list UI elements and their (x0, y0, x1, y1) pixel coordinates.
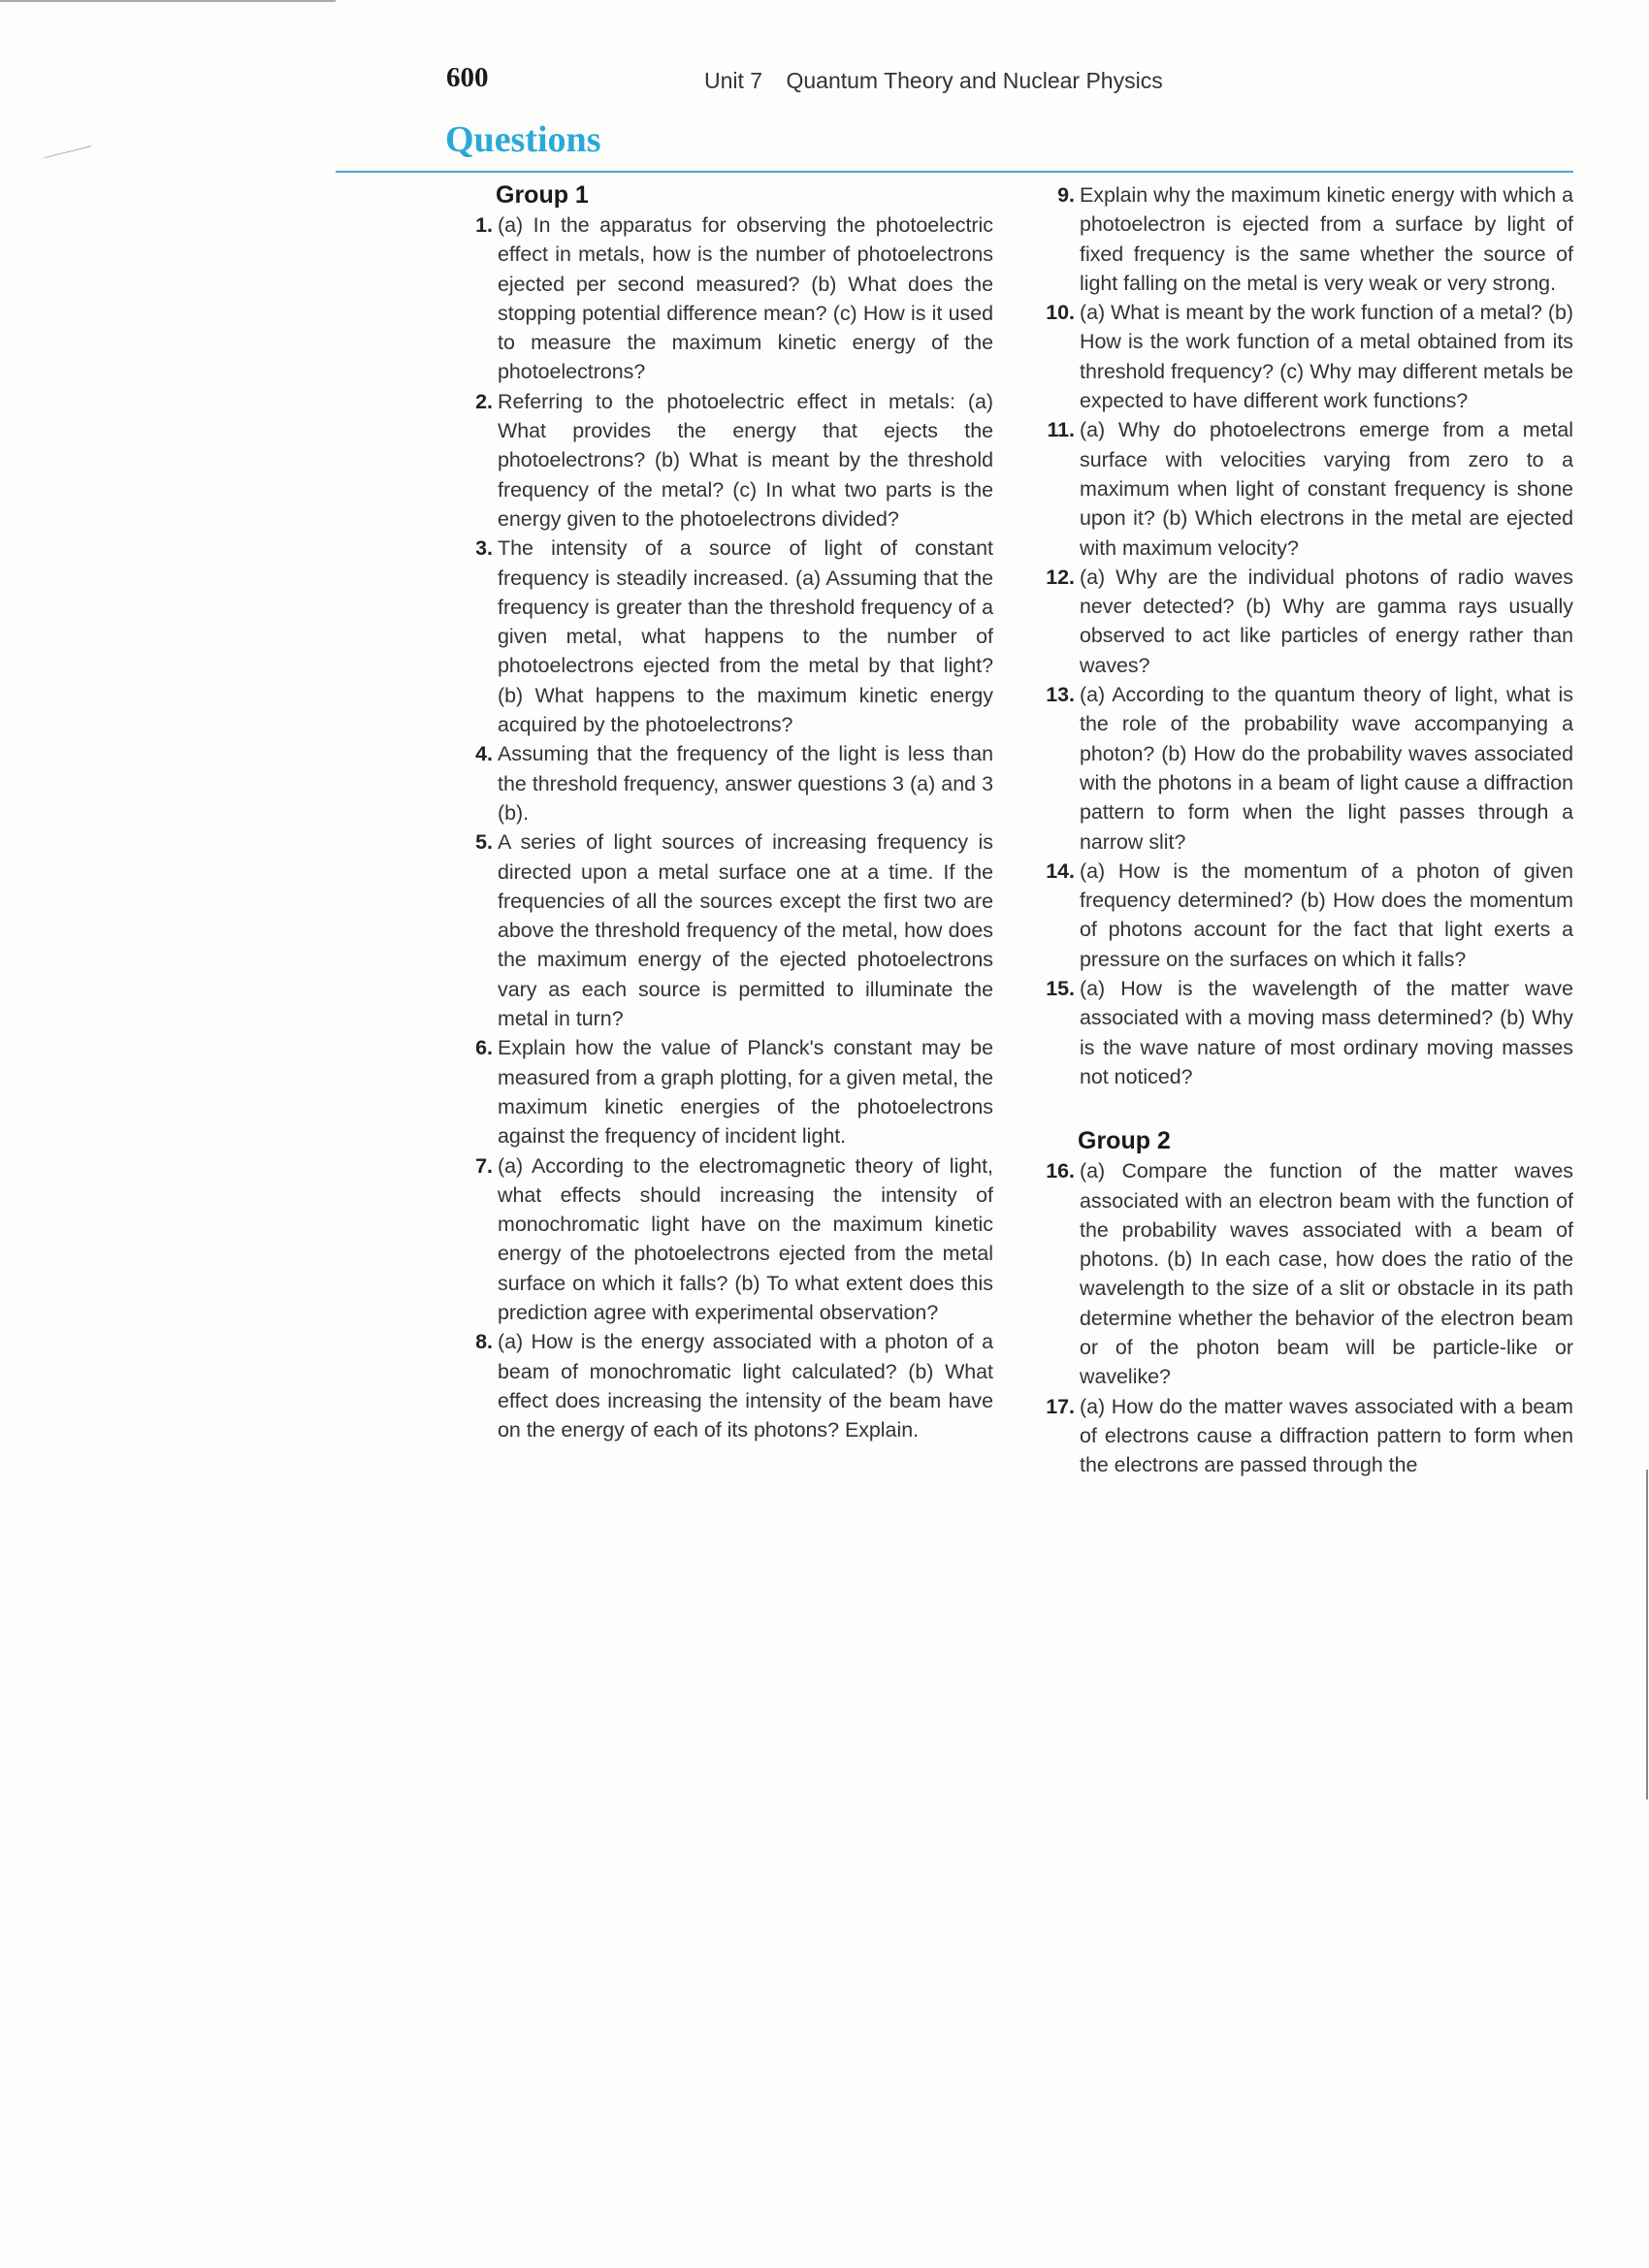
question-number: 13. (1046, 683, 1075, 707)
question-text: (a) According to the electromagnetic theory of light, what effects should increasing the intensity of monochromatic light have on the maximum kinetic energy of the photoelectrons ejected from the metal surface on which it falls? (b) To what extent does this prediction agree with experimental observation? (498, 1153, 993, 1324)
question-text: Referring to the photoelectric effect in metals: (a) What provides the energy that ejects the photoelectrons? (b) What is meant by the threshold frequency of the metal? (c) In what two parts is the energy given to the photoelectrons divided? (498, 389, 993, 531)
question-number: 7. (475, 1153, 493, 1178)
question-4 (452, 739, 993, 827)
question-text: (a) How is the wavelength of the matter wave associated with a moving mass determined? (b) Why is the wave nature of most ordinary moving masses not noticed? (1080, 977, 1573, 1088)
question-number: 3. (475, 536, 493, 561)
question-text: (a) Compare the function of the matter waves associated with an electron beam with the function of the probability waves associated with a beam of photons. (b) In each case, how does the ratio of the wavelength to the size of a slit or obstacle in its path determine whether the behavior of the electron beam or of the photon beam will be particle-like or wavelike? (1080, 1159, 1573, 1389)
left-column (452, 180, 993, 1444)
question-2 (452, 387, 993, 534)
section-title: Questions (445, 119, 601, 160)
question-number: 10. (1046, 301, 1075, 325)
question-text: Assuming that the frequency of the light is less than the threshold frequency, answer questions 3 (a) and 3 (b). (498, 742, 993, 825)
question-number: 4. (475, 742, 493, 766)
question-text: (a) How is the energy associated with a photon of a beam of monochromatic light calculated? (b) What effect does increasing the intensity of the beam have on the energy of each of its photons? Explain. (498, 1330, 993, 1442)
question-8 (452, 1327, 993, 1444)
scan-edge-top (0, 0, 336, 2)
question-text: (a) Why are the individual photons of radio waves never detected? (b) Why are gamma rays usually observed to act like particles of energy rather than waves? (1080, 565, 1573, 677)
question-9 (1034, 180, 1573, 298)
question-number: 5. (475, 830, 493, 855)
question-16 (1034, 1156, 1573, 1391)
question-1 (452, 211, 993, 387)
question-10 (1034, 298, 1573, 415)
question-text: (a) According to the quantum theory of light, what is the role of the probability wave accompanying a photon? (b) How do the probability waves associated with the photons in a beam of light cause a diffraction pattern to form when the light passes through a narrow slit? (1080, 683, 1573, 854)
question-number: 1. (475, 213, 493, 237)
question-5 (452, 827, 993, 1033)
question-text: Explain why the maximum kinetic energy with which a photoelectron is ejected from a surface by light of fixed frequency is the same whether the source of light falling on the metal is very weak or very strong. (1080, 183, 1573, 295)
question-11 (1034, 415, 1573, 562)
scan-mark (44, 146, 93, 168)
unit-title: Quantum Theory and Nuclear Physics (786, 68, 1163, 93)
scan-edge-right (1646, 1470, 1648, 1799)
question-17 (1034, 1392, 1573, 1480)
question-number: 6. (475, 1036, 493, 1060)
question-number: 11. (1047, 418, 1075, 442)
question-text: Explain how the value of Planck's constant may be measured from a graph plotting, for a given metal, the maximum kinetic energies of the photoelectrons against the frequency of incident light. (498, 1036, 993, 1149)
right-column (1034, 180, 1573, 1479)
question-number: 12. (1046, 565, 1075, 589)
section-rule (336, 171, 1573, 173)
question-number: 8. (475, 1330, 493, 1354)
question-number: 16. (1046, 1159, 1075, 1183)
question-text: (a) How do the matter waves associated with a beam of electrons cause a diffraction pattern to form when the electrons are passed through the (1080, 1394, 1573, 1477)
question-text: A series of light sources of increasing frequency is directed upon a metal surface one at a time. If the frequencies of all the sources except the first two are above the threshold frequency of the metal, how does the maximum energy of the ejected photoelectrons vary as each source is permitted to illuminate the metal in turn? (498, 830, 993, 1031)
question-3 (452, 534, 993, 739)
question-text: (a) In the apparatus for observing the photoelectric effect in metals, how is the number of photoelectrons ejected per second measured? (b) What does the stopping potential difference mean? (c) How is it used to measure the maximum kinetic energy of the photoelectrons? (498, 213, 993, 384)
question-number: 17. (1046, 1394, 1075, 1418)
running-head (704, 68, 1163, 94)
question-6 (452, 1033, 993, 1150)
unit-label: Unit 7 (704, 68, 763, 93)
question-number: 9. (1057, 183, 1075, 207)
question-7 (452, 1151, 993, 1328)
question-15 (1034, 974, 1573, 1091)
question-text: The intensity of a source of light of constant frequency is steadily increased. (a) Assuming that the frequency is greater than the threshold frequency of a given metal, what happens to the number of photoelectrons ejected from the metal by that light? (b) What happens to the maximum kinetic energy acquired by the photoelectrons? (498, 536, 993, 737)
page-number: 600 (446, 62, 489, 93)
question-text: (a) What is meant by the work function of a metal? (b) How is the work function of a metal obtained from its threshold frequency? (c) Why may different metals be expected to have different work functions? (1080, 301, 1573, 413)
question-12 (1034, 563, 1573, 680)
question-number: 14. (1046, 859, 1075, 883)
group-1-heading: Group 1 (496, 181, 589, 209)
question-text: (a) Why do photoelectrons emerge from a metal surface with velocities varying from zero to a maximum when light of constant frequency is shone upon it? (b) Which electrons in the metal are ejected with maximum velocity? (1080, 418, 1573, 560)
question-13 (1034, 680, 1573, 857)
question-number: 15. (1046, 977, 1075, 1001)
question-number: 2. (475, 389, 493, 413)
question-text: (a) How is the momentum of a photon of given frequency determined? (b) How does the momentum of photons account for the fact that light exerts a pressure on the surfaces on which it falls? (1080, 859, 1573, 971)
question-14 (1034, 857, 1573, 974)
group-2-heading: Group 2 (1078, 1127, 1171, 1155)
